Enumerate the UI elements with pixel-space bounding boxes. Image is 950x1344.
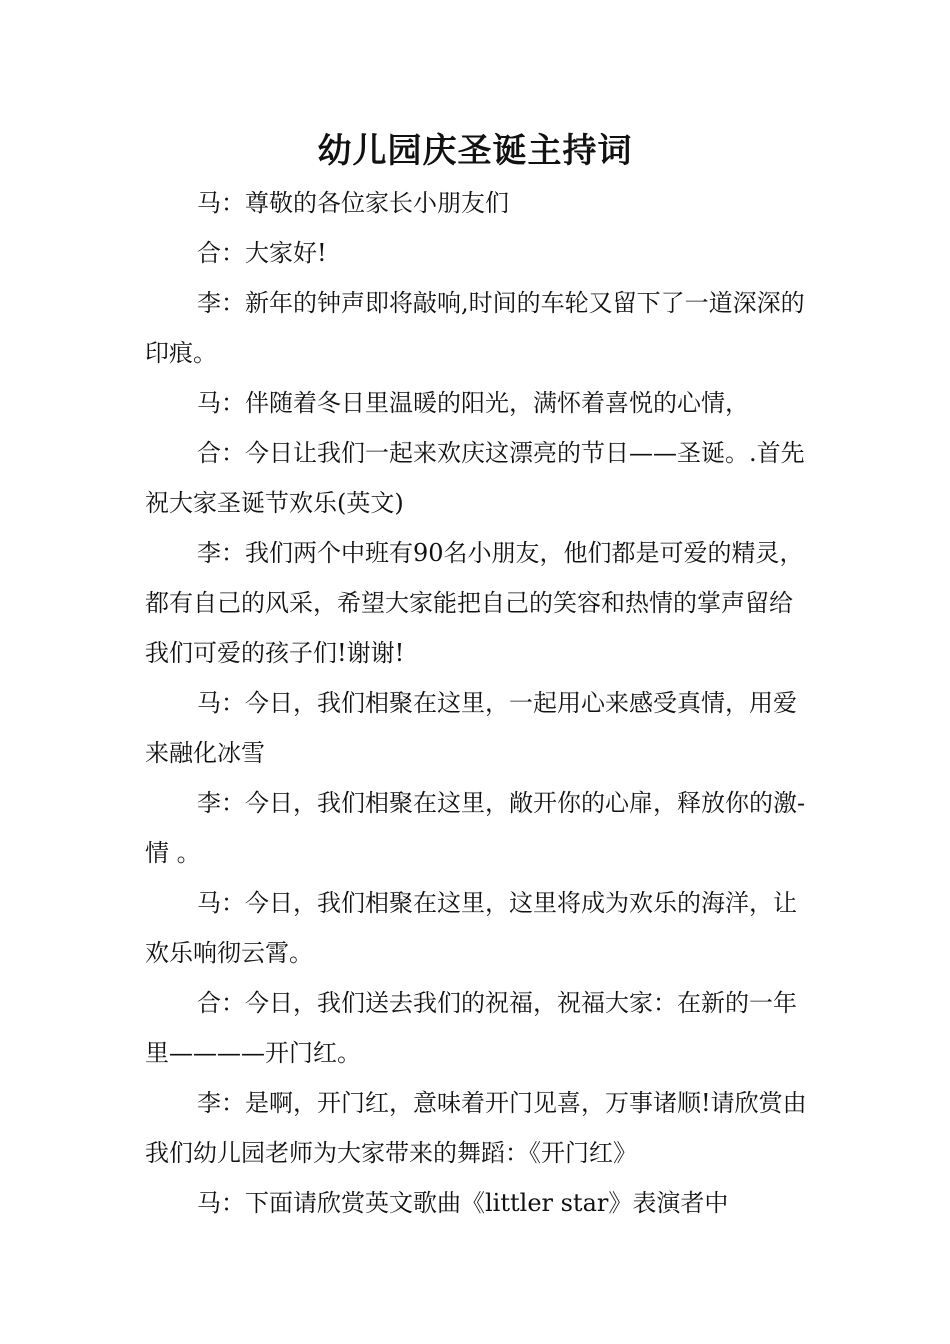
paragraph: 马：下面请欣赏英文歌曲《littler star》表演者中: [197, 1189, 729, 1217]
paragraph: 马：伴随着冬日里温暖的阳光，满怀着喜悦的心情，: [197, 389, 749, 417]
document-body: [145, 178, 810, 1228]
paragraph: 李：新年的钟声即将敲响,时间的车轮又留下了一道深深的印痕。: [145, 289, 805, 367]
paragraph: 李：是啊，开门红，意味着开门见喜，万事诸顺!请欣赏由我们幼儿园老师为大家带来的舞蹈：《开门红》: [145, 1089, 807, 1167]
paragraph: 合：今日让我们一起来欢庆这漂亮的节日——圣诞。.首先祝大家圣诞节欢乐(英文): [145, 439, 805, 517]
paragraph: 李：今日，我们相聚在这里，敞开你的心扉，释放你的激-情 。: [145, 789, 806, 867]
paragraph: 合：大家好!: [197, 239, 327, 267]
paragraph: 马：尊敬的各位家长小朋友们: [197, 189, 509, 217]
document-title: 幼儿园庆圣诞主持词: [317, 131, 633, 171]
paragraph: 李：我们两个中班有90名小朋友，他们都是可爱的精灵，都有自己的风采，希望大家能把自己的笑容和热情的掌声留给我们可爱的孩子们!谢谢!: [145, 539, 804, 667]
paragraph: 马：今日，我们相聚在这里，这里将成为欢乐的海洋，让欢乐响彻云霄。: [145, 889, 797, 967]
paragraph: 合：今日，我们送去我们的祝福，祝福大家：在新的一年里————开门红。: [145, 989, 797, 1067]
paragraph: 马：今日，我们相聚在这里，一起用心来感受真情，用爱来融化冰雪: [145, 689, 797, 767]
